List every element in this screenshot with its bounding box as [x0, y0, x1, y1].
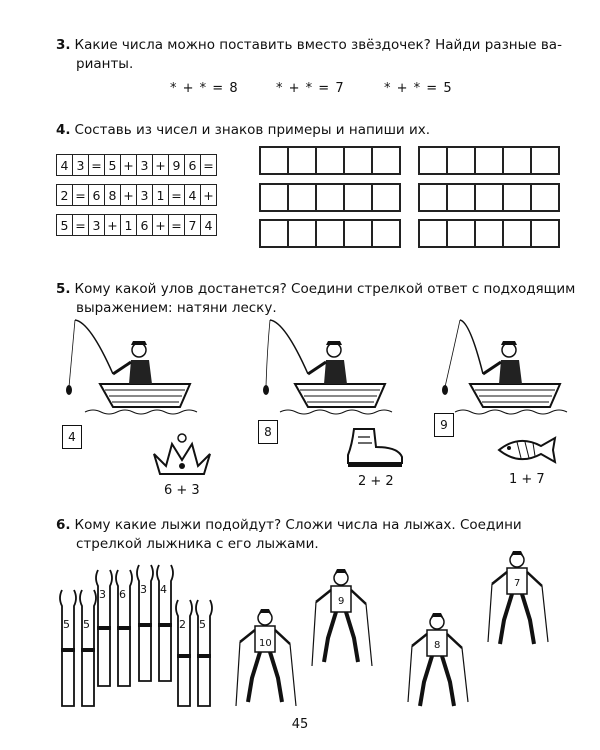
- equation-3: * + * = 5: [384, 81, 453, 96]
- answer-box-strip[interactable]: [418, 146, 560, 175]
- skier: [306, 568, 376, 668]
- skier: [402, 612, 472, 712]
- ski-number: 6: [119, 588, 126, 601]
- fisherman-boat-illustration: [425, 312, 575, 422]
- task5-line2: выражением: натяни леску.: [76, 300, 277, 316]
- grid-cell: 3: [137, 155, 153, 176]
- ski-number: 4: [160, 583, 167, 596]
- task3-number: 3.: [56, 37, 71, 53]
- task3-line1: [56, 36, 562, 54]
- grid-row: [57, 215, 217, 236]
- grid-cell: +: [153, 215, 169, 236]
- skier: [230, 608, 300, 708]
- grid-cell: +: [121, 155, 137, 176]
- expression-2-plus-2: 2 + 2: [358, 474, 394, 489]
- fish-icon: [495, 432, 561, 468]
- fisherman-boat-illustration: [55, 312, 205, 422]
- task4-text: Составь из чисел и знаков примеры и напиши их.: [74, 122, 431, 138]
- task4-number: 4.: [56, 122, 71, 138]
- ski-number: 3: [140, 583, 147, 596]
- task5-text: Кому какой улов достанется? Соедини стрелкой ответ с подходящим: [74, 281, 576, 297]
- task6-text: Кому какие лыжи подойдут? Сложи числа на лыжах. Соедини: [74, 517, 522, 533]
- task5-line1: [56, 280, 575, 298]
- grid-cell: 7: [185, 215, 201, 236]
- equation-2: * + * = 7: [276, 81, 345, 96]
- answer-box-strip[interactable]: [259, 146, 401, 175]
- number-sign-grid: [56, 154, 217, 236]
- task6-line2: стрелкой лыжника с его лыжами.: [76, 536, 319, 552]
- skier-number: 10: [259, 638, 272, 649]
- skier-number: 9: [338, 596, 345, 607]
- skier: [482, 550, 552, 650]
- task6-line1: [56, 516, 522, 534]
- fisherman-boat-illustration: [250, 312, 400, 422]
- grid-cell: 9: [169, 155, 185, 176]
- grid-cell: 4: [57, 155, 73, 176]
- answer-box-strip[interactable]: [259, 183, 401, 212]
- bucket-4: 4: [62, 425, 82, 449]
- skier-number: 8: [434, 640, 441, 651]
- grid-cell: =: [73, 215, 89, 236]
- grid-cell: 2: [57, 185, 73, 206]
- ski-number: 5: [83, 618, 90, 631]
- grid-cell: 1: [153, 185, 169, 206]
- grid-cell: =: [169, 185, 185, 206]
- grid-cell: 3: [73, 155, 89, 176]
- grid-cell: 8: [105, 185, 121, 206]
- bucket-8: 8: [258, 420, 278, 444]
- skier-number: 7: [514, 578, 521, 589]
- grid-cell: 6: [89, 185, 105, 206]
- grid-cell: 6: [137, 215, 153, 236]
- grid-cell: =: [73, 185, 89, 206]
- grid-cell: 5: [105, 155, 121, 176]
- ski-number: 5: [199, 618, 206, 631]
- ski-pair: [172, 598, 218, 708]
- grid-cell: +: [201, 185, 217, 206]
- boot-icon: [340, 425, 406, 469]
- grid-cell: 4: [185, 185, 201, 206]
- answer-box-strip[interactable]: [259, 219, 401, 248]
- expression-1-plus-7: 1 + 7: [509, 472, 545, 487]
- ski-pair: [92, 568, 138, 688]
- grid-cell: 6: [185, 155, 201, 176]
- crown-icon: [150, 432, 214, 478]
- expression-6-plus-3: 6 + 3: [164, 483, 200, 498]
- task4-line: [56, 121, 430, 139]
- grid-row: [57, 155, 217, 176]
- grid-cell: +: [153, 155, 169, 176]
- grid-cell: =: [169, 215, 185, 236]
- task5-number: 5.: [56, 281, 71, 297]
- grid-cell: =: [201, 155, 217, 176]
- grid-cell: 1: [121, 215, 137, 236]
- answer-box-strip[interactable]: [418, 183, 560, 212]
- task6-number: 6.: [56, 517, 71, 533]
- page-number: 45: [291, 717, 309, 732]
- task3-line2: рианты.: [76, 56, 134, 72]
- ski-number: 2: [179, 618, 186, 631]
- grid-cell: =: [89, 155, 105, 176]
- grid-cell: 3: [89, 215, 105, 236]
- grid-cell: 5: [57, 215, 73, 236]
- grid-cell: +: [105, 215, 121, 236]
- ski-number: 3: [99, 588, 106, 601]
- grid-row: [57, 185, 217, 206]
- equation-1: * + * = 8: [170, 81, 239, 96]
- bucket-9: 9: [434, 413, 454, 437]
- grid-cell: +: [121, 185, 137, 206]
- answer-box-strip[interactable]: [418, 219, 560, 248]
- grid-cell: 4: [201, 215, 217, 236]
- ski-number: 5: [63, 618, 70, 631]
- task3-text: Какие числа можно поставить вместо звёздочек? Найди разные ва-: [74, 37, 562, 53]
- grid-cell: 3: [137, 185, 153, 206]
